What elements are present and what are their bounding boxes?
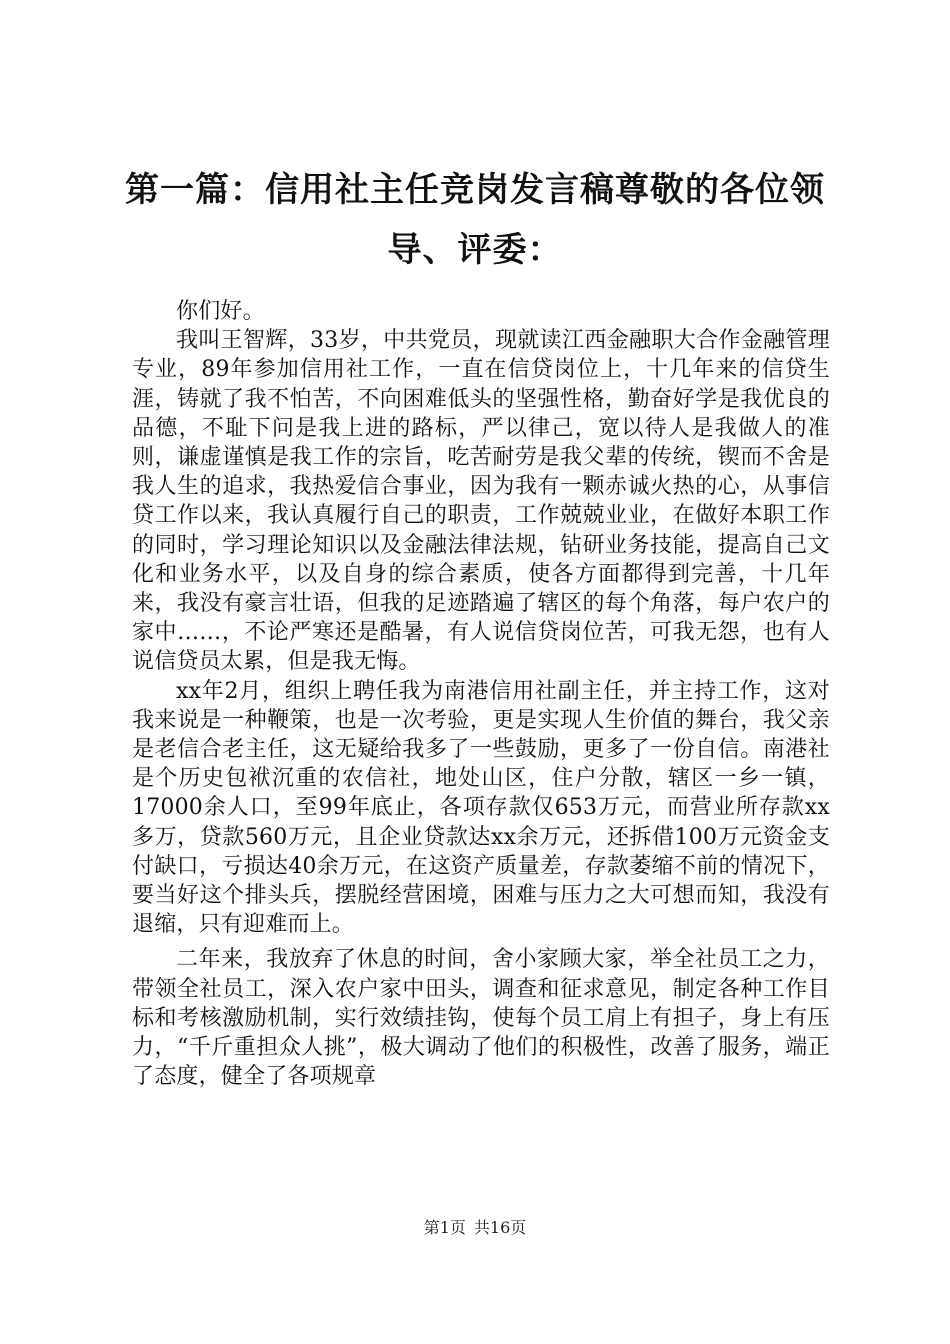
page-number: 第1页	[423, 1218, 466, 1237]
paragraph-work-summary: 二年来，我放弃了休息的时间，舍小家顾大家，举全社员工之力，带领全社员工，深入农户家中田头，调查和征求意见，制定各种工作目标和考核激励机制，实行效绩挂钩，使每个员工肩上有担子，身上有压力，“千斤重担众人挑”，极大调动了他们的积极性，改善了服务，端正了态度，健全了各项规章	[132, 947, 830, 1090]
paragraph-appointment: xx年2月，组织上聘任我为南港信用社副主任，并主持工作，这对我来说是一种鞭策，也是一次考验，更是实现人生价值的舞台，我父亲是老信合老主任，这无疑给我多了一些鼓励，更多了一份自信。南港社是个历史包袱沉重的农信社，地处山区，住户分散，辖区一乡一镇，17000余人口，至99年底止，各项存款仅653万元，而营业所存款xx多万，贷款560万元，且企业贷款达xx余万元，还拆借100万元资金支付缺口，亏损达40余万元，在这资产质量差，存款萎缩不前的情况下，要当好这个排头兵，摆脱经营困境，困难与压力之大可想而知，我没有退缩，只有迎难而上。	[132, 678, 830, 938]
paragraph-greeting: 你们好。	[176, 299, 265, 324]
paragraph-introduction: 我叫王智辉，33岁，中共党员，现就读江西金融职大合作金融管理专业，89年参加信用社工作，一直在信贷岗位上，十几年来的信贷生涯，铸就了我不怕苦，不向困难低头的坚强性格，勤奋好学是我优良的品德，不耻下问是我上进的路标，严以律己，宽以待人是我做人的准则，谦虚谨慎是我工作的宗旨，吃苦耐劳是我父辈的传统，锲而不舍是我人生的追求，我热爱信合事业，因为我有一颗赤诚火热的心，从事信贷工作以来，我认真履行自己的职责，工作兢兢业业，在做好本职工作的同时，学习理论知识以及金融法律法规，钻研业务技能，提高自己文化和业务水平，以及自身的综合素质，使各方面都得到完善，十几年来，我没有豪言壮语，但我的足迹踏遍了辖区的每个角落，每户农户的家中……，不论严寒还是酷暑，有人说信贷岗位苦，可我无怨，也有人说信贷员太累，但是我无悔。	[132, 328, 830, 675]
page-total: 共16页	[473, 1218, 527, 1237]
document-body	[132, 297, 830, 1091]
page-footer	[0, 1218, 950, 1238]
document-title: 第一篇：信用社主任竞岗发言稿尊敬的各位领导、评委：	[125, 170, 825, 270]
